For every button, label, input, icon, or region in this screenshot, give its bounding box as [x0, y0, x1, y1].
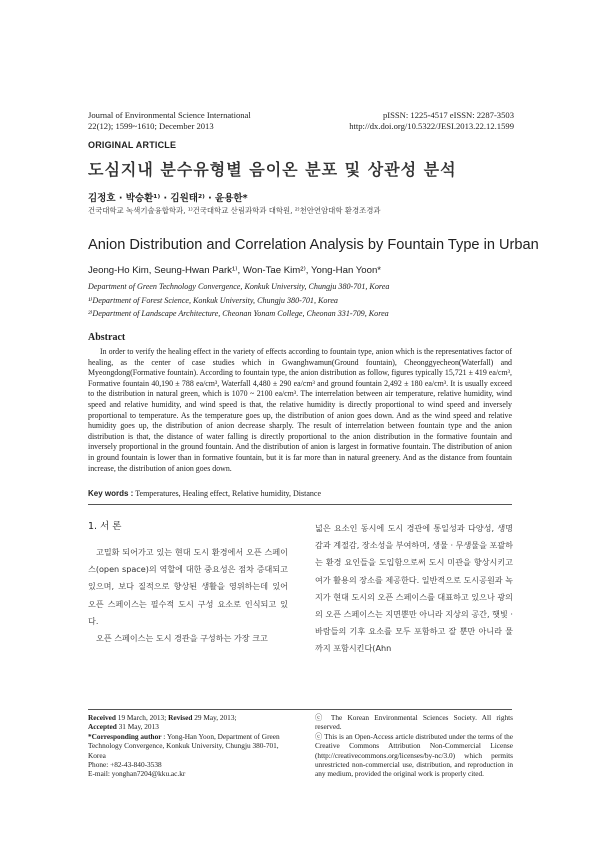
license-text: ⓒ This is an Open-Access article distributed under the terms of the Creative Commons Attribution Non-Commercial License (http://creativecommons.org/licenses/by-nc/3.0) which permits unrestricted non-commercial use, distribution, and reproduction in any medium, provided the original work is properly cited.	[315, 731, 513, 779]
journal-header	[88, 110, 251, 132]
issn-header	[349, 110, 514, 132]
footnote-right	[315, 713, 513, 779]
korean-authors: 김정호 · 박승환¹⁾ · 김원태²⁾ · 윤용한*	[88, 193, 248, 204]
issn: pISSN: 1225-4517 eISSN: 2287-3503	[382, 110, 514, 120]
footnote-left	[88, 713, 288, 779]
received-label: Received	[88, 713, 116, 722]
corresponding-line	[88, 732, 288, 760]
accepted-line	[88, 722, 288, 731]
body-right-column	[315, 520, 513, 658]
copyright-text: ⓒ The Korean Environmental Sciences Society. All rights reserved.	[315, 713, 513, 732]
keywords-text: Temperatures, Healing effect, Relative humidity, Distance	[133, 489, 322, 498]
doi-link[interactable]: http://dx.doi.org/10.5322/JESI.2013.22.12.1599	[349, 121, 514, 131]
revised-date: 29 May, 2013;	[192, 713, 237, 722]
abstract-text: In order to verify the healing effect in the variety of effects according to fountain type, anion which is the representatives factor of healing, as the center of case studies which in Gwanghwamun(Ground fountain), Cheonggyecheon(Waterfall) and Myeongdong(Formative fountain). According to fountain type, the anion distribution as follow, figures typically 15,721 ± 419 ea/cm³, Formative fountain 40,190 ± 788 ea/cm³, Waterfall 4,480 ± 290 ea/cm³ and ground fountain 2,492 ± 180 ea/cm³. It is usually exceed to the distribution in natural green, which is 1070 ~ 2100 ea/cm³. The interrelation between air temperature, relative humidity, wind speed and relative humidity, and wind speed is that, the relative humidity is directly proportional to wind speed and inversely proportional to temperature. As the temperature goes up, the distribution of anion goes down. And as the wind speed and relative humidity goes up, the distribution of anion decrease sharply. The result of interrelation between fountain type and the anion distribution is that, the distance of water falling is directly proportional to the anion distribution in the formative fountain and inversely proportional in the ground fountain. And the distribution of anion is largest in formative fountain. The distribution of anion in ground fountain is lower than in formative fountain, but it is far more than in natural greenery. And as the distance from fountain increase, the distribution of anion goes down.	[88, 347, 512, 473]
keywords-label: Key words :	[88, 489, 134, 498]
corresponding-label: *Corresponding author	[88, 731, 162, 741]
email-link[interactable]: E-mail: yonghan7204@kku.ac.kr	[88, 769, 186, 779]
body-paragraph-2: 오픈 스페이스는 도시 경관을 구성하는 가장 크고	[96, 633, 268, 644]
keywords	[88, 489, 321, 498]
article-type-label: ORIGINAL ARTICLE	[88, 140, 177, 150]
corresponding-text: : Yong-Han Yoon, Department of Green Technology Convergence, Konkuk University, Chungju 380-701, Korea	[88, 731, 280, 760]
affiliation-0: Department of Green Technology Convergence, Konkuk University, Chungju 380-701, Korea	[88, 282, 390, 291]
section-heading: 1. 서 론	[88, 521, 122, 532]
body-paragraph-3: 넓은 요소인 동시에 도시 경관에 통일성과 다양성, 생명감과 계절감, 장소성을 부여하며, 생물 · 무생물을 포괄하는 환경 요인들을 도입함으로써 도시 미관을 향상시키고 여가 활용의 장소를 제공한다. 일반적으로 도시공원과 녹지가 현대 도시의 오픈 스페이스를 대표하고 있으나 광의의 오픈 스페이스는 지면뿐만 아니라 지상의 공간, 햇빛 · 바람들의 기후 요소를 모두 포함하고 잘 뿐만 아니라 물까지 포함시킨다(Ahn	[315, 523, 513, 654]
english-authors: Jeong-Ho Kim, Seung-Hwan Park¹⁾, Won-Tae Kim²⁾, Yong-Han Yoon*	[88, 265, 382, 276]
body-paragraph-1: 고밀화 되어가고 있는 현대 도시 환경에서 오픈 스페이스(open space)의 역할에 대한 중요성은 점차 증대되고 있으며, 보다 질적으로 향상된 생활을 영위하는데 있어 오픈 스페이스는 필수적 도시 구성 요소로 인식되고 있다.	[88, 547, 288, 626]
revised-label: Revised	[168, 713, 193, 722]
received-date: 19 March, 2013;	[115, 713, 169, 722]
accepted-date: 31 May, 2013	[116, 722, 159, 732]
abstract-body	[88, 347, 512, 474]
accepted-label: Accepted	[88, 722, 117, 732]
korean-affiliations: 건국대학교 녹색기술융합학과, ¹⁾건국대학교 산림과학과 대학원, ²⁾천안연암대학 환경조경과	[88, 206, 381, 215]
abstract-heading: Abstract	[88, 332, 126, 343]
affiliation-1: ¹⁾Department of Forest Science, Konkuk University, Chungju 380-701, Korea	[88, 296, 338, 305]
journal-volume: 22(12); 1599~1610; December 2013	[88, 121, 214, 131]
korean-title: 도심지내 분수유형별 음이온 분포 및 상관성 분석	[88, 160, 457, 179]
affiliation-2: ²⁾Department of Landscape Architecture, Cheonan Yonam College, Cheonan 331-709, Korea	[88, 309, 389, 318]
divider-top	[88, 504, 512, 505]
journal-name: Journal of Environmental Science International	[88, 110, 251, 120]
divider-footnote	[88, 709, 512, 710]
phone: Phone: +82-43-840-3538	[88, 760, 162, 770]
received-line	[88, 713, 288, 722]
english-title: Anion Distribution and Correlation Analysis by Fountain Type in Urban	[88, 237, 539, 253]
body-left-column	[88, 544, 288, 647]
